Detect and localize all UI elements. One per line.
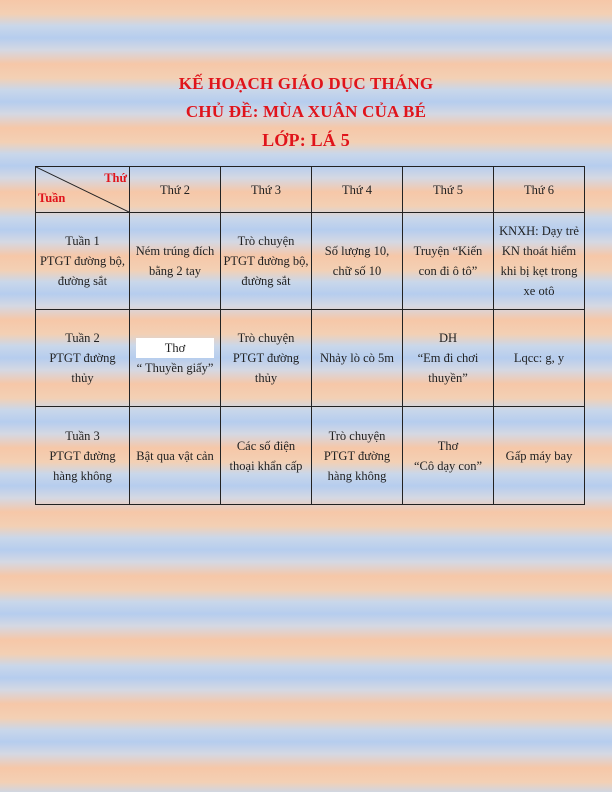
week-cell — [36, 310, 130, 407]
activity-cell: Gấp máy bay — [494, 407, 585, 505]
weekly-plan-table — [35, 166, 585, 505]
activity-type: DH — [438, 331, 458, 345]
table-row — [36, 310, 585, 407]
activity-cell: Truyện “Kiến con đi ô tô” — [403, 213, 494, 310]
activity-cell — [403, 407, 494, 505]
activity-cell — [130, 310, 221, 407]
plan-title: KẾ HOẠCH GIÁO DỤC THÁNG — [178, 74, 434, 93]
activity-cell: Các số điện thoại khẩn cấp — [221, 407, 312, 505]
week-label: Tuần 1 — [65, 234, 100, 248]
activity-cell: Trò chuyện PTGT đường hàng không — [312, 407, 403, 505]
activity-cell: Trò chuyện PTGT đường thủy — [221, 310, 312, 407]
table-row — [36, 213, 585, 310]
activity-cell — [403, 310, 494, 407]
day-header: Thứ 6 — [494, 167, 585, 213]
day-header: Thứ 4 — [312, 167, 403, 213]
week-cell — [36, 213, 130, 310]
day-header: Thứ 3 — [221, 167, 312, 213]
day-header: Thứ 5 — [403, 167, 494, 213]
activity-cell: Trò chuyện PTGT đường bộ, đường sắt — [221, 213, 312, 310]
activity-type: Thơ — [136, 338, 214, 358]
day-header: Thứ 2 — [130, 167, 221, 213]
theme-title: CHỦ ĐỀ: MÙA XUÂN CỦA BÉ — [185, 102, 427, 121]
week-label: Tuần 3 — [65, 428, 100, 443]
activity-cell: Lqcc: g, y — [494, 310, 585, 407]
activity-title: “ Thuyền giấy” — [136, 361, 214, 375]
activity-cell: Ném trúng đích bằng 2 tay — [130, 213, 221, 310]
activity-cell: Số lượng 10, chữ số 10 — [312, 213, 403, 310]
week-topic: PTGT đường bộ, đường sắt — [39, 254, 126, 288]
activity-title: “Em đi chơi thuyền” — [417, 351, 479, 385]
table-row — [36, 407, 585, 505]
week-topic: PTGT đường thủy — [49, 351, 116, 385]
corner-week-label: Tuần — [38, 191, 66, 205]
table-header-row — [36, 167, 585, 213]
week-cell — [36, 407, 130, 505]
week-label: Tuần 2 — [65, 331, 100, 345]
title-block — [0, 70, 612, 154]
activity-cell: KNXH: Dạy trẻ KN thoát hiểm khi bị kẹt trong xe otô — [494, 213, 585, 310]
activity-type: Thơ — [437, 438, 459, 453]
class-title: LỚP: LÁ 5 — [262, 130, 350, 150]
activity-title: “Cô dạy con” — [413, 458, 483, 473]
activity-cell: Nhảy lò cò 5m — [312, 310, 403, 407]
activity-cell: Bật qua vật cản — [130, 407, 221, 505]
corner-cell — [36, 167, 130, 213]
week-topic: PTGT đường hàng không — [49, 448, 116, 483]
corner-day-label: Thứ — [104, 171, 127, 185]
